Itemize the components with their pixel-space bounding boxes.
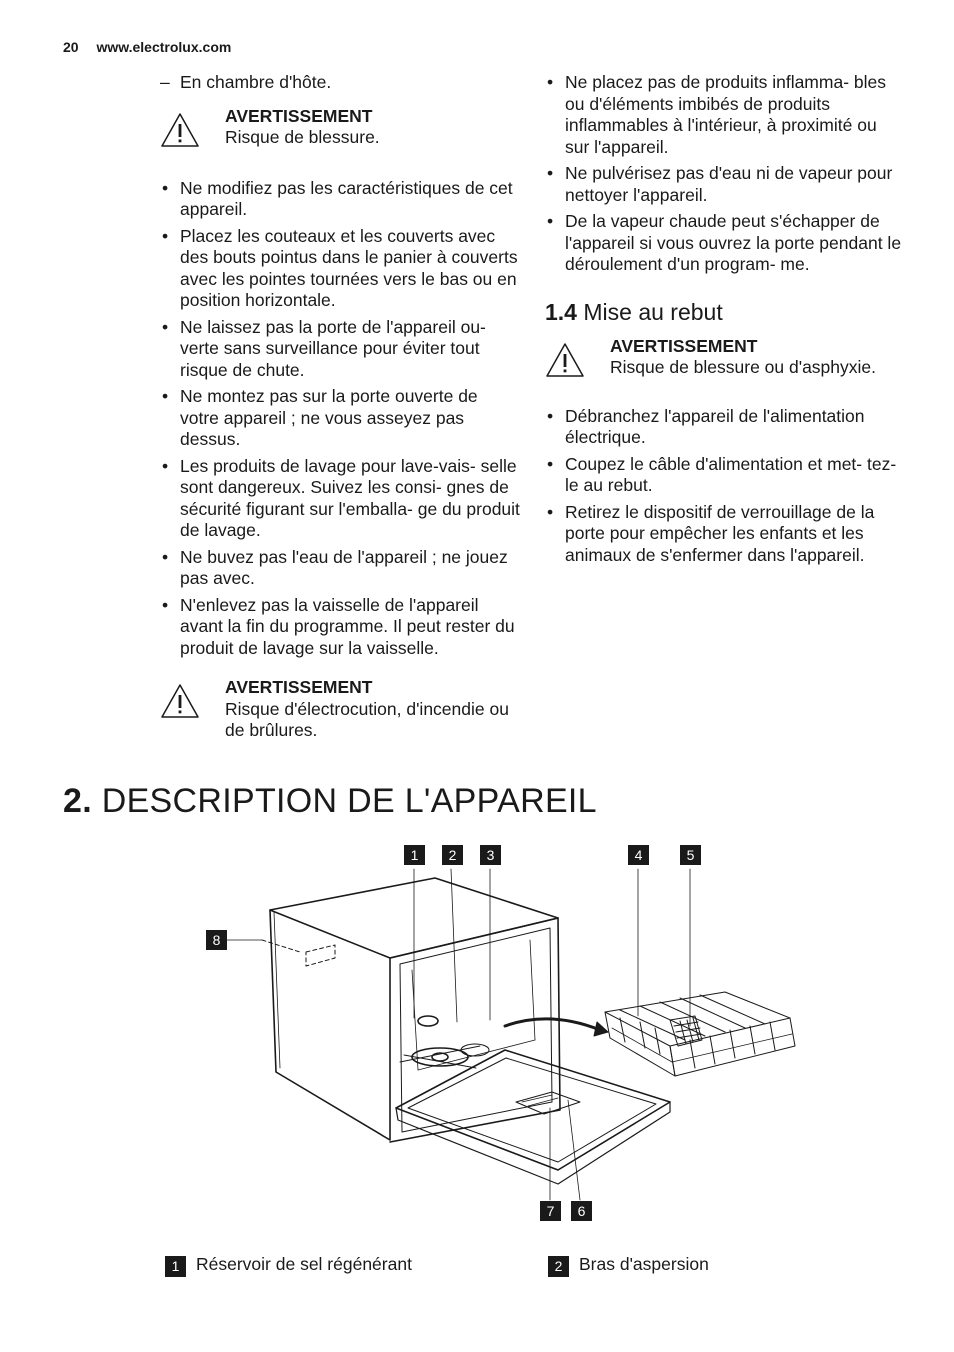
site-url[interactable]: www.electrolux.com [96, 39, 232, 55]
list-item: • Ne laissez pas la porte de l'appareil ou- verte sans surveillance pour éviter tout risque de chute. [162, 316, 486, 380]
callout-label: 4 [634, 847, 643, 863]
section-number: 1.4 [545, 298, 577, 325]
dishwasher-illustration [150, 840, 830, 1230]
spray-arm [412, 1048, 468, 1066]
section-heading [545, 298, 905, 326]
callout-label: 2 [448, 847, 457, 863]
section-title: Mise au rebut [583, 298, 723, 325]
callout-label: 6 [577, 1203, 586, 1219]
list-item: • N'enlevez pas la vaisselle de l'appareil avant la fin du programme. Il peut rester du produit de lavage sur la vaisselle. [162, 594, 515, 658]
callout-8 [206, 930, 227, 950]
warning-text: Risque d'électrocution, d'incendie ou de brûlures. [225, 698, 509, 740]
salt-reservoir [418, 1016, 438, 1026]
page-number: 20 [63, 39, 79, 55]
list-item: • Placez les couteaux et les couverts avec des bouts pointus dans le panier à couverts avec les pointes tournées vers le bas ou en position horizontale. [162, 225, 518, 310]
warning-triangle-icon [160, 112, 200, 148]
warning-title: AVERTISSEMENT [225, 105, 373, 126]
list-item: • Ne pulvérisez pas d'eau ni de vapeur pour nettoyer l'appareil. [547, 163, 893, 205]
legend-number: 1 [165, 1256, 186, 1277]
legend-number: 2 [548, 1256, 569, 1277]
callout-5 [680, 845, 701, 865]
callout-label: 1 [410, 847, 419, 863]
chapter-number: 2. [63, 782, 92, 820]
list-item: • Ne buvez pas l'eau de l'appareil ; ne jouez pas avec. [162, 546, 508, 588]
callout-label: 5 [686, 847, 695, 863]
legend-item [548, 1253, 709, 1275]
warning-title: AVERTISSEMENT [610, 335, 758, 356]
cutlery-basket [670, 1016, 702, 1046]
bullet-list [545, 72, 905, 276]
callout-label: 7 [546, 1203, 555, 1219]
bullet-list [160, 178, 520, 660]
list-item: • Retirez le dispositif de verrouillage de la porte pour empêcher les enfants et les animaux de s'enfermer dans l'appareil. [547, 501, 875, 565]
callout-2 [442, 845, 463, 865]
chapter-heading [63, 780, 597, 822]
warning-title: AVERTISSEMENT [225, 677, 373, 697]
left-column [160, 72, 520, 760]
page-header [63, 39, 231, 55]
door [396, 1050, 670, 1170]
dash-marker: – [160, 72, 170, 92]
callout-1 [404, 845, 425, 865]
list-item: • Coupez le câble d'alimentation et met- tez-le au rebut. [547, 453, 897, 495]
list-item: • Débranchez l'appareil de l'alimentation électrique. [547, 405, 865, 447]
warning-text: Risque de blessure ou d'asphyxie. [610, 357, 877, 377]
list-item: • Ne montez pas sur la porte ouverte de votre appareil ; ne vous asseyez pas dessus. [162, 386, 478, 449]
list-item: • De la vapeur chaude peut s'échapper de l'appareil si vous ouvrez la porte pendant le déroulement d'un program- me. [547, 211, 902, 274]
warning-block [160, 106, 520, 152]
warning-triangle-icon [545, 342, 585, 378]
legend-label: Bras d'aspersion [579, 1254, 709, 1274]
callout-label: 8 [212, 932, 221, 948]
legend-item [165, 1253, 412, 1275]
warning-block [160, 677, 520, 742]
list-item: • Ne modifiez pas les caractéristiques de cet appareil. [162, 177, 513, 219]
chapter-title: DESCRIPTION DE L'APPAREIL [101, 782, 597, 820]
callout-3 [480, 845, 501, 865]
legend-label: Réservoir de sel régénérant [196, 1254, 412, 1274]
callout-6 [571, 1201, 592, 1221]
callout-7 [540, 1201, 561, 1221]
warning-block [545, 336, 905, 382]
callout-label: 3 [486, 847, 495, 863]
dash-item: – En chambre d'hôte. [160, 72, 332, 92]
bullet-list [545, 406, 905, 567]
list-item: • Ne placez pas de produits inflamma- bles ou d'éléments imbibés de produits inflammables à l'intérieur, à proximité ou sur l'appareil. [547, 72, 886, 157]
list-item: • Les produits de lavage pour lave-vais- selle sont dangereux. Suivez les consi- gnes de sécurité figurant sur l'emballa- ge du produit de lavage. [162, 455, 520, 540]
right-column [545, 72, 905, 571]
callout-4 [628, 845, 649, 865]
warning-text: Risque de blessure. [225, 127, 380, 147]
cabinet-side [270, 910, 390, 1140]
warning-triangle-icon [160, 683, 200, 719]
